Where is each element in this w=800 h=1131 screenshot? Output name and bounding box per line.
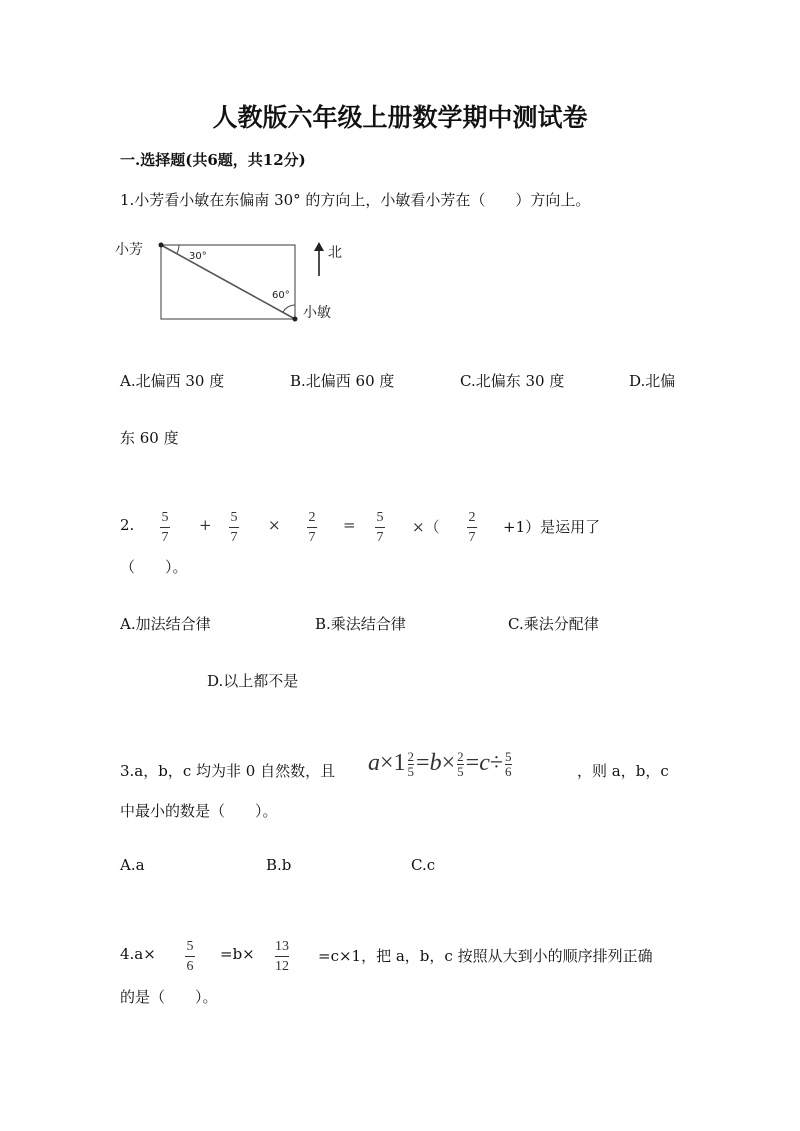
q2-times-paren: ×（ [412, 518, 440, 536]
q4-line2: 的是（ ）。 [120, 988, 218, 1006]
q4-fraction-2: 13 12 [275, 939, 289, 974]
q3-option-b[interactable]: B.b [266, 856, 292, 874]
angle-arc-60 [283, 305, 295, 312]
section-heading: 一.选择题(共6题，共12分) [120, 151, 306, 169]
q1-option-a[interactable]: A.北偏西 30 度 [120, 372, 225, 390]
q1-stem: 1.小芳看小敏在东偏南 30° 的方向上，小敏看小芳在（ ）方向上。 [120, 191, 591, 209]
q2-fraction-2: 5 7 [230, 510, 238, 545]
q3-option-c[interactable]: C.c [411, 856, 436, 874]
label-xiaofang: 小芳 [115, 242, 143, 258]
q1-option-b[interactable]: B.北偏西 60 度 [290, 372, 395, 390]
q2-option-d[interactable]: D.以上都不是 [207, 672, 299, 690]
q2-equals: = [343, 516, 356, 534]
label-xiaomin: 小敏 [303, 305, 331, 321]
q3-option-a[interactable]: A.a [120, 856, 145, 874]
q2-blank-line: （ ）。 [120, 558, 188, 576]
point-xiaomin [293, 317, 298, 322]
q3-tail: ，则 a，b，c [577, 762, 669, 780]
point-xiaofang [159, 243, 164, 248]
q4-lead: 4.a× [120, 945, 156, 963]
north-label: 北 [328, 245, 342, 261]
q4-tail: =c×1，把 a，b，c 按照从大到小的顺序排列正确 [318, 947, 653, 965]
q4-mid: =b× [220, 945, 255, 963]
q2-option-b[interactable]: B.乘法结合律 [315, 615, 406, 633]
page-title: 人教版六年级上册数学期中测试卷 [212, 103, 588, 132]
q2-tail: +1）是运用了 [503, 518, 601, 536]
q2-fraction-1: 5 7 [161, 510, 169, 545]
q1-option-d[interactable]: D.北偏 [629, 372, 676, 390]
q3-equation: a×1 $\frac{2}{5}$ =b× $\frac{2}{5}$ =c÷ $\frac{5}{6}$ [368, 748, 512, 779]
q3-line2: 中最小的数是（ ）。 [120, 802, 278, 820]
q2-times: × [268, 516, 281, 534]
diagram-diagonal [161, 245, 295, 319]
q1-option-c[interactable]: C.北偏东 30 度 [460, 372, 565, 390]
q2-plus: + [199, 516, 212, 534]
angle-label-60: 60° [272, 290, 290, 301]
direction-diagram [115, 236, 355, 328]
q2-option-c[interactable]: C.乘法分配律 [508, 615, 599, 633]
q2-option-a[interactable]: A.加法结合律 [120, 615, 211, 633]
q3-lead: 3.a，b，c 均为非 0 自然数，且 [120, 762, 336, 780]
q2-number: 2. [120, 516, 135, 534]
q2-fraction-3: 2 7 [308, 510, 316, 545]
north-arrow-icon [314, 242, 324, 251]
q2-fraction-4: 5 7 [376, 510, 384, 545]
q1-option-d-cont: 东 60 度 [120, 429, 179, 447]
q2-fraction-5: 2 7 [468, 510, 476, 545]
q4-fraction-1: 5 6 [186, 939, 194, 974]
angle-arc-30 [177, 245, 179, 253]
angle-label-30: 30° [189, 251, 207, 262]
